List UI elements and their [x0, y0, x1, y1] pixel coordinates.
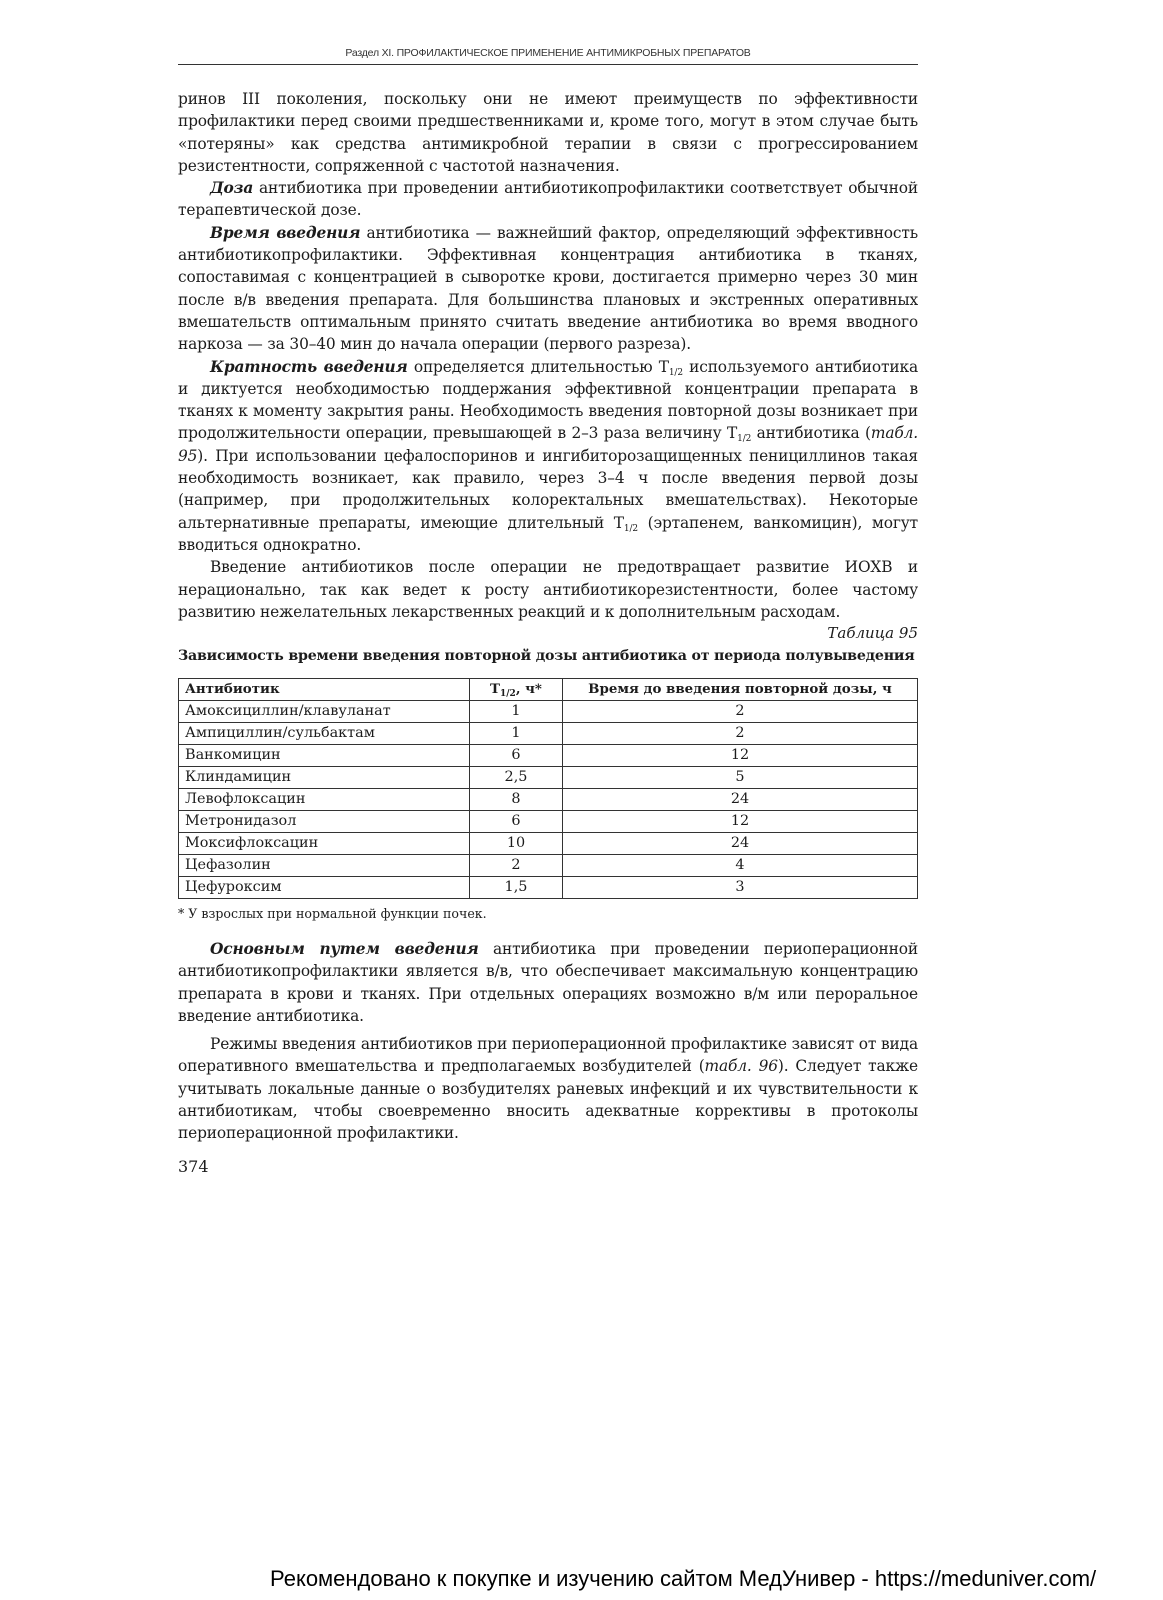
header-rule: [178, 64, 918, 65]
column-header-redose-time: Время до введения повторной дозы, ч: [563, 679, 918, 701]
paragraph-frequency-text-e: (эртапенем, ванкомицин), могут вводиться однократно.: [178, 513, 919, 554]
cell-antibiotic: Клиндамицин: [179, 767, 470, 789]
cell-half-life: 1: [470, 701, 563, 723]
body-text-bottom: [178, 938, 918, 1145]
term-timing: Время введения: [210, 223, 361, 242]
cell-redose-time: 3: [563, 877, 918, 899]
table-number: Таблица 95: [827, 624, 918, 642]
watermark-text: Рекомендовано к покупке и изучению сайтом МедУнивер - https://meduniver.com/: [270, 1566, 1097, 1591]
paragraph-frequency: [178, 356, 918, 557]
paragraph-frequency-text-d: ). При использовании цефалоспоринов и ингибиторозащищенных пенициллинов такая необходимость возникает, как правило, через 3–4 ч после введения первой дозы (например, при продолжительных колоректальных вмешательствах). Некоторые альтернативные препараты, имеющие длительный T: [178, 446, 918, 532]
paragraph-frequency-text-b: используемого антибиотика и диктуется необходимостью поддержания эффективной концентрации препарата в тканях к моменту закрытия раны. Необходимость введения повторной дозы возникает при продолжительности операции, превышающей в 2–3 раза величину T: [178, 357, 918, 443]
running-header: Раздел XI. ПРОФИЛАКТИЧЕСКОЕ ПРИМЕНЕНИЕ АНТИМИКРОБНЫХ ПРЕПАРАТОВ: [345, 47, 751, 59]
table-row: [179, 877, 918, 899]
cell-redose-time: 12: [563, 745, 918, 767]
half-life-subscript: 1/2: [737, 434, 752, 445]
table-row: [179, 833, 918, 855]
cell-antibiotic: Амоксициллин/клавуланат: [179, 701, 470, 723]
table-row: [179, 701, 918, 723]
paragraph-regimens-text-a: Режимы введения антибиотиков при периоперационной профилактике зависят от вида оперативного вмешательства и предполагаемых возбудителей (: [178, 1035, 918, 1076]
table-reference: табл. 95: [178, 424, 918, 465]
cell-antibiotic: Цефазолин: [179, 855, 470, 877]
column-header-half-life: [470, 679, 563, 701]
paragraph-timing: [178, 222, 918, 356]
term-frequency: Кратность введения: [210, 357, 408, 376]
body-text-top: [178, 88, 918, 623]
table-row: [179, 855, 918, 877]
page-number: 374: [178, 1157, 209, 1176]
column-header-antibiotic: Антибиотик: [179, 679, 470, 701]
cell-redose-time: 5: [563, 767, 918, 789]
paragraph-frequency-text-c: антибиотика (: [751, 424, 871, 443]
cell-half-life: 10: [470, 833, 563, 855]
cell-antibiotic: Моксифлоксацин: [179, 833, 470, 855]
table-row: [179, 723, 918, 745]
paragraph-timing-text: антибиотика — важнейший фактор, определяющий эффективность антибиотикопрофилактики. Эффективная концентрация антибиотика в тканях, сопоставимая с концентрацией в сыворотке крови, достигается примерно через 30 мин после в/в введения препарата. Для большинства плановых и экстренных оперативных вмешательств оптимальным принято считать введение антибиотика во время вводного наркоза — за 30–40 мин до начала операции (первого разреза).: [178, 223, 918, 354]
term-dose: Доза: [210, 179, 254, 198]
table-row: [179, 811, 918, 833]
cell-half-life: 8: [470, 789, 563, 811]
half-life-subscript: 1/2: [623, 523, 638, 534]
paragraph-postop: Введение антибиотиков после операции не предотвращает развитие ИОХВ и нерационально, так как ведет к росту антибиотикорезистентности, более частому развитию нежелательных лекарственных реакций и к дополнительным расходам.: [178, 558, 918, 621]
paragraph-route-text: антибиотика при проведении периоперационной антибиотикопрофилактики является в/в, что обеспечивает максимальную концентрацию препарата в крови и тканях. При отдельных операциях возможно в/м или пероральное введение антибиотика.: [178, 940, 918, 1025]
paragraph-regimens-text-b: ). Следует также учитывать локальные данные о возбудителях раневых инфекций и их чувствительности к антибиотикам, чтобы своевременно вносить адекватные коррективы в протоколы периоперационной профилактики.: [178, 1057, 918, 1143]
cell-half-life: 6: [470, 811, 563, 833]
table-body: [179, 701, 918, 899]
table-footnote: * У взрослых при нормальной функции почек.: [178, 906, 487, 921]
table-reference: табл. 96: [704, 1057, 778, 1076]
paragraph-dose-text: антибиотика при проведении антибиотикопрофилактики соответствует обычной терапевтической дозе.: [178, 179, 918, 220]
table-title: Зависимость времени введения повторной дозы антибиотика от периода полувыведения: [178, 648, 915, 664]
redosing-table: [178, 678, 918, 899]
table-row: [179, 745, 918, 767]
table-header-row: [179, 679, 918, 701]
cell-antibiotic: Цефуроксим: [179, 877, 470, 899]
table-row: [179, 767, 918, 789]
cell-half-life: 2: [470, 855, 563, 877]
cell-redose-time: 2: [563, 723, 918, 745]
cell-antibiotic: Ампициллин/сульбактам: [179, 723, 470, 745]
column-header-half-life-t: T: [490, 681, 500, 697]
paragraph-frequency-text-a: определяется длительностью T: [407, 357, 669, 376]
half-life-subscript: 1/2: [668, 367, 683, 378]
term-route: Основным путем введения: [210, 940, 479, 958]
cell-half-life: 6: [470, 745, 563, 767]
cell-redose-time: 24: [563, 789, 918, 811]
cell-redose-time: 24: [563, 833, 918, 855]
cell-redose-time: 2: [563, 701, 918, 723]
half-life-subscript: 1/2: [500, 689, 516, 699]
cell-antibiotic: Ванкомицин: [179, 745, 470, 767]
cell-antibiotic: Левофлоксацин: [179, 789, 470, 811]
cell-antibiotic: Метронидазол: [179, 811, 470, 833]
table-row: [179, 789, 918, 811]
cell-half-life: 2,5: [470, 767, 563, 789]
paragraph-regimens: [178, 1033, 918, 1144]
paragraph-dose: [178, 177, 918, 222]
cell-half-life: 1,5: [470, 877, 563, 899]
column-header-half-life-unit: , ч*: [515, 681, 542, 697]
paragraph-route: [178, 938, 918, 1027]
cell-redose-time: 4: [563, 855, 918, 877]
cell-redose-time: 12: [563, 811, 918, 833]
cell-half-life: 1: [470, 723, 563, 745]
paragraph-continuation: ринов III поколения, поскольку они не имеют преимуществ по эффективности профилактики перед своими предшественниками и, кроме того, могут в этом случае быть «потеряны» как средства антимикробной терапии в связи с прогрессированием резистентности, сопряженной с частотой назначения.: [178, 90, 918, 175]
